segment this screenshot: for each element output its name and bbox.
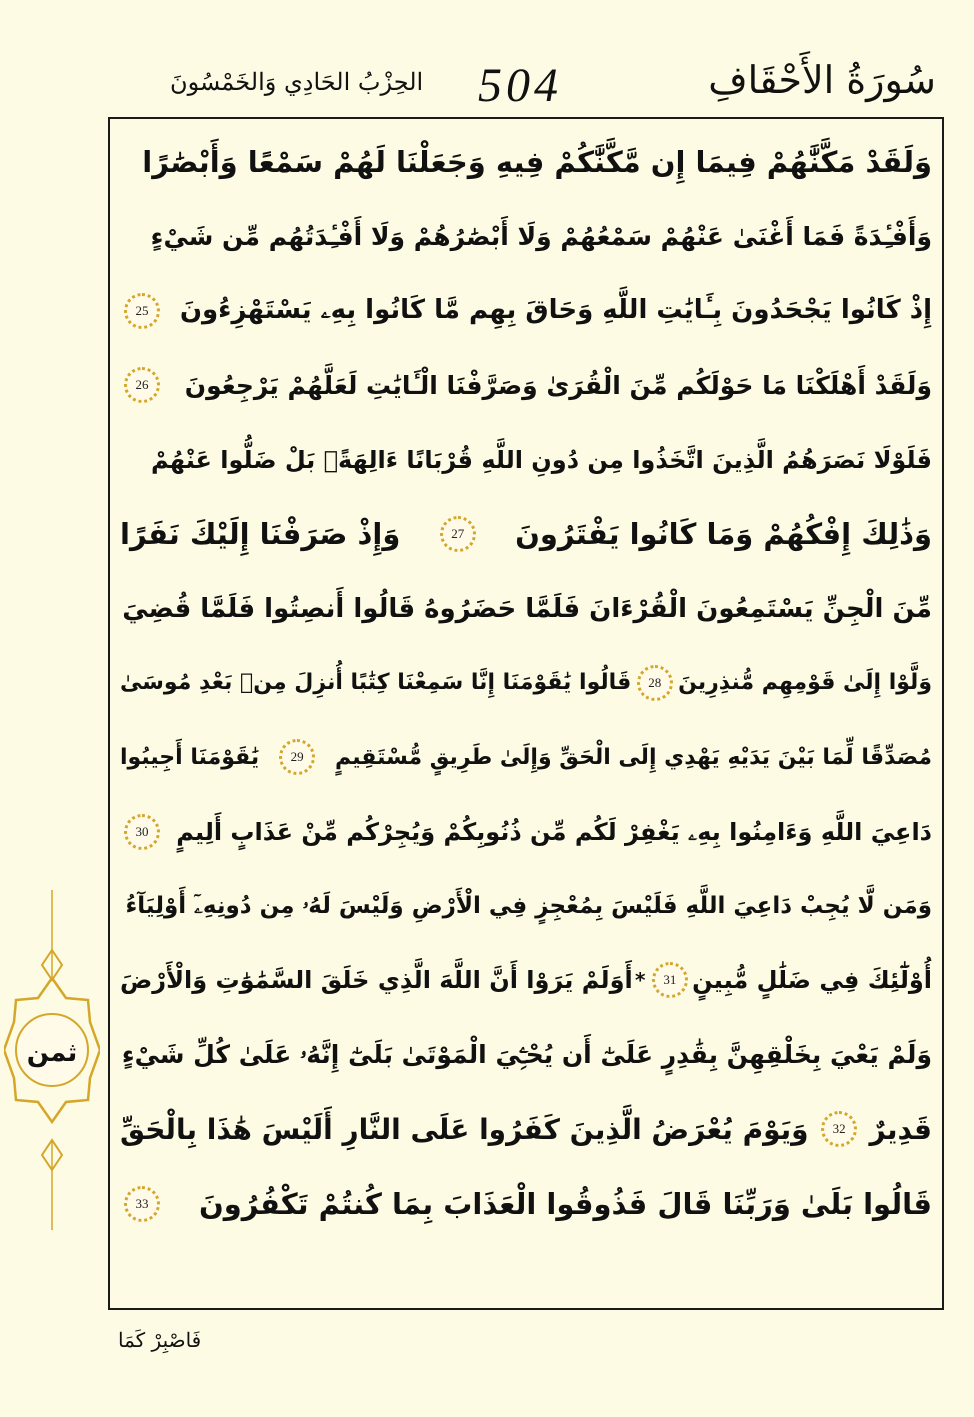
verse-line (112, 869, 940, 943)
verse-line (112, 1166, 940, 1240)
hizb-star-icon: * (635, 968, 646, 993)
verse-text: وَيَوْمَ يُعْرَضُ الَّذِينَ كَفَرُوا عَلَى النَّارِ أَلَيْسَ هَٰذَا بِالْحَقِّ (120, 1112, 809, 1146)
verse-text: قَالُوا بَلَىٰ وَرَبِّنَا قَالَ فَذُوقُوا الْعَذَابَ بِمَا كُنتُمْ تَكْفُرُونَ (199, 1186, 932, 1221)
verse-line (112, 646, 940, 720)
verse-text: وَلَقَدْ مَكَّنَّٰهُمْ فِيمَا إِن مَّكَّنَّٰكُمْ فِيهِ وَجَعَلْنَا لَهُمْ سَمْعًا وَأَبْصَٰرًا (142, 145, 932, 180)
hizb-label: الحِزْبُ الحَادِي وَالخَمْسُونَ (170, 68, 424, 96)
verse-lines (112, 125, 940, 1241)
verse-line (112, 497, 940, 571)
ayah-number-marker: 26 (124, 367, 160, 403)
verse-text: وَلَمْ يَعْيَ بِخَلْقِهِنَّ بِقَٰدِرٍ عَلَىٰٓ أَن يُحْـِۧيَ الْمَوْتَىٰ بَلَىٰٓ إِنَّهُۥ عَلَىٰ كُلِّ شَيْءٍ (121, 1039, 932, 1069)
page-number: 504 (478, 59, 562, 112)
verse-line (112, 348, 940, 422)
verse-line (112, 943, 940, 1017)
thumn-label: ثمن (26, 1038, 78, 1068)
verse-line (112, 1018, 940, 1092)
verse-line (112, 1092, 940, 1166)
verse-text: مُصَدِّقًا لِّمَا بَيْنَ يَدَيْهِ يَهْدِي إِلَى الْحَقِّ وَإِلَىٰ طَرِيقٍ مُّسْتَقِيمٍ (335, 744, 932, 770)
verse-text: أُوْلَٰٓئِكَ فِي ضَلَٰلٍ مُّبِينٍ (692, 966, 932, 995)
verse-text: وَذَٰلِكَ إِفْكُهُمْ وَمَا كَانُوا يَفْتَرُونَ (515, 517, 932, 552)
verse-text: وَلَّوْا إِلَىٰ قَوْمِهِم مُّنذِرِينَ (678, 670, 932, 696)
verse-line (112, 423, 940, 497)
verse-line (112, 274, 940, 348)
verse-line (112, 720, 940, 794)
ayah-number-marker: 31 (652, 962, 688, 998)
verse-text: قَدِيرٌ (869, 1112, 932, 1146)
verse-text: قَالُوا يَٰقَوْمَنَا إِنَّا سَمِعْنَا كِتَٰبًا أُنزِلَ مِنۢ بَعْدِ مُوسَىٰ (120, 670, 632, 696)
ayah-number-marker: 27 (440, 516, 476, 552)
verse-text: مِّنَ الْجِنِّ يَسْتَمِعُونَ الْقُرْءَانَ فَلَمَّا حَضَرُوهُ قَالُوا أَنصِتُوا فَلَمَّا قُضِيَ (122, 593, 932, 624)
verse-text: وَأَفْـِٔدَةً فَمَا أَغْنَىٰ عَنْهُمْ سَمْعُهُمْ وَلَا أَبْصَٰرُهُمْ وَلَا أَفْـِٔدَتُهُم مِّن شَيْءٍ (150, 222, 932, 252)
ayah-number-marker: 28 (637, 665, 673, 701)
verse-text: وَإِذْ صَرَفْنَا إِلَيْكَ نَفَرًا (120, 517, 401, 552)
verse-text: وَمَن لَّا يُجِبْ دَاعِيَ اللَّهِ فَلَيْسَ بِمُعْجِزٍ فِي الْأَرْضِ وَلَيْسَ لَهُۥ مِن دُونِهِۦٓ أَوْلِيَآءُ (125, 893, 932, 920)
verse-text: إِذْ كَانُوا يَجْحَدُونَ بِـَٔايَٰتِ اللَّهِ وَحَاقَ بِهِم مَّا كَانُوا بِهِۦ يَسْتَهْزِءُونَ (179, 295, 932, 326)
catchword: فَاصْبِرْ كَمَا (118, 1328, 202, 1352)
verse-line (112, 199, 940, 273)
ayah-number-marker: 32 (821, 1111, 857, 1147)
verse-line (112, 571, 940, 645)
verse-line (112, 125, 940, 199)
verse-text: يَٰقَوْمَنَا أَجِيبُوا (120, 744, 260, 770)
verse-text: فَلَوْلَا نَصَرَهُمُ الَّذِينَ اتَّخَذُوا مِن دُونِ اللَّهِ قُرْبَانًا ءَالِهَةًۢ بَلْ ضَلُّوا عَنْهُمْ (151, 445, 932, 474)
thumn-ornament (4, 890, 100, 1230)
ayah-number-marker: 30 (124, 814, 160, 850)
surah-title: سُورَةُ الأَحْقَافِ (708, 58, 936, 102)
ayah-number-marker: 29 (279, 739, 315, 775)
ayah-number-marker: 33 (124, 1186, 160, 1222)
verse-text: أَوَلَمْ يَرَوْا أَنَّ اللَّهَ الَّذِي خَلَقَ السَّمَٰوَٰتِ وَالْأَرْضَ (120, 966, 633, 995)
ayah-number-marker: 25 (124, 293, 160, 329)
verse-text: دَاعِيَ اللَّهِ وَءَامِنُوا بِهِۦ يَغْفِرْ لَكُم مِّن ذُنُوبِكُمْ وَيُجِرْكُم مِّنْ عَذَابٍ أَلِيمٍ (176, 817, 932, 846)
verse-text: وَلَقَدْ أَهْلَكْنَا مَا حَوْلَكُم مِّنَ الْقُرَىٰ وَصَرَّفْنَا الْـَٔايَٰتِ لَعَلَّهُمْ يَرْجِعُونَ (184, 370, 932, 400)
page-header (108, 58, 948, 114)
verse-line (112, 795, 940, 869)
